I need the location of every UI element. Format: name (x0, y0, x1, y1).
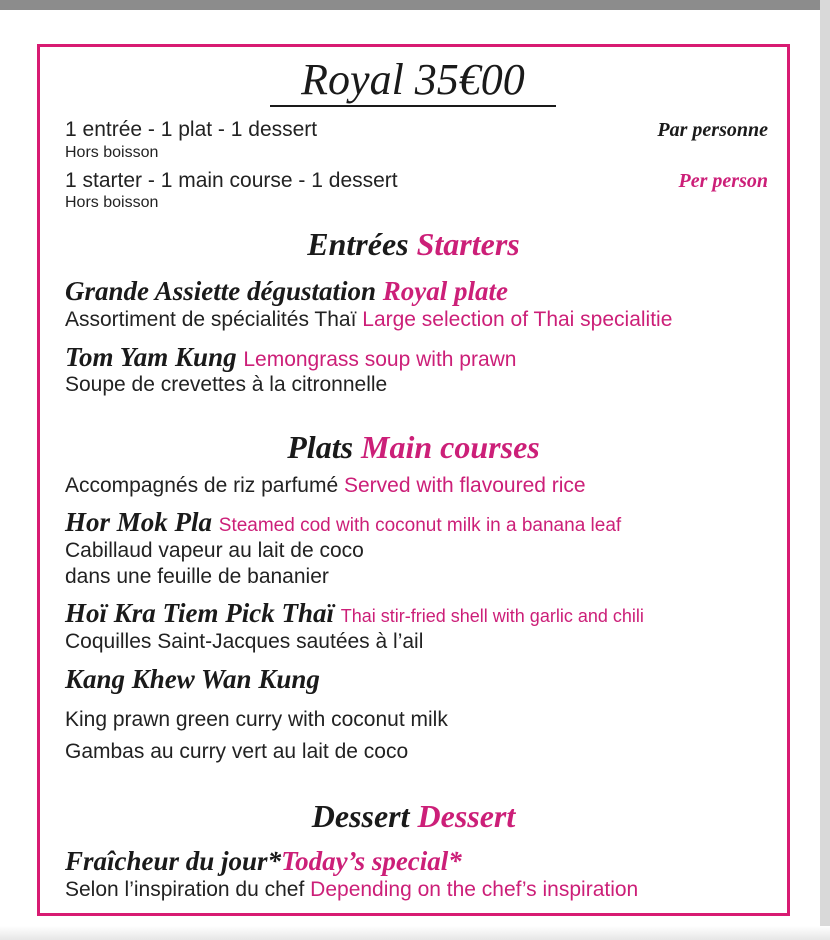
mains-heading (37, 429, 790, 465)
dessert-heading-en: Dessert (417, 798, 516, 834)
dessert-name (65, 846, 462, 876)
starters-heading-en: Starters (416, 226, 520, 262)
starter-2-desc-fr: Soupe de crevettes à la citronnelle (65, 373, 388, 396)
main-item-name (65, 598, 644, 631)
starter-1-desc-fr: Assortiment de spécialités Thaï (65, 308, 357, 331)
main-2-name-en: Thai stir-fried shell with garlic and chili (340, 606, 644, 626)
right-edge (820, 0, 830, 940)
starter-1-desc-en: Large selection of Thai specialitie (362, 308, 673, 331)
main-1-name-fr: Hor Mok Pla (65, 507, 213, 537)
starter-item-name (65, 342, 517, 375)
formula-en: 1 starter - 1 main course - 1 dessert (65, 169, 398, 192)
dessert-name-en: Today’s special* (281, 846, 462, 876)
mains-heading-en: Main courses (361, 429, 540, 465)
main-3-name-fr: Kang Khew Wan Kung (65, 664, 320, 694)
dessert-desc-en: Depending on the chef’s inspiration (310, 878, 639, 901)
per-person-en: Per person (678, 170, 768, 192)
dessert-heading-fr: Dessert (311, 798, 410, 834)
dessert-desc (65, 878, 638, 902)
main-3-name-en: King prawn green curry with coconut milk (65, 708, 448, 731)
dessert-name-fr: Fraîcheur du jour* (65, 846, 282, 876)
starters-heading (37, 226, 790, 262)
bottom-edge (0, 926, 830, 940)
starter-1-name-fr: Grande Assiette dégustation (65, 276, 377, 306)
main-2-desc-fr: Coquilles Saint-Jacques sautées à l’ail (65, 630, 424, 653)
main-1-desc-fr-1: Cabillaud vapeur au lait de coco (65, 539, 364, 562)
starter-2-name-fr: Tom Yam Kung (65, 342, 237, 372)
mains-intro (65, 474, 586, 498)
menu-title: Royal 35€00 (270, 55, 556, 107)
starters-heading-fr: Entrées (307, 226, 409, 262)
mains-heading-fr: Plats (287, 429, 354, 465)
starter-2-name-en: Lemongrass soup with prawn (243, 348, 517, 371)
main-2-name-fr: Hoï Kra Tiem Pick Thaï (65, 598, 334, 628)
starter-item-desc (65, 308, 672, 332)
main-3-desc-fr: Gambas au curry vert au lait de coco (65, 740, 409, 763)
starter-item-name (65, 276, 508, 306)
drinks-note-en: Hors boisson (65, 194, 159, 211)
top-bar (0, 0, 830, 10)
mains-intro-en: Served with flavoured rice (343, 474, 586, 497)
main-1-name-en: Steamed cod with coconut milk in a banana leaf (218, 515, 622, 536)
mains-intro-fr: Accompagnés de riz parfumé (65, 474, 339, 497)
starter-1-name-en: Royal plate (382, 276, 509, 306)
main-1-desc-fr-2: dans une feuille de bananier (65, 565, 329, 588)
formula-fr: 1 entrée - 1 plat - 1 dessert (65, 118, 318, 141)
dessert-desc-fr: Selon l’inspiration du chef (65, 878, 305, 901)
drinks-note-fr: Hors boisson (65, 144, 159, 161)
dessert-heading (37, 798, 790, 834)
main-item-name (65, 507, 621, 541)
per-person-fr: Par personne (657, 119, 768, 141)
